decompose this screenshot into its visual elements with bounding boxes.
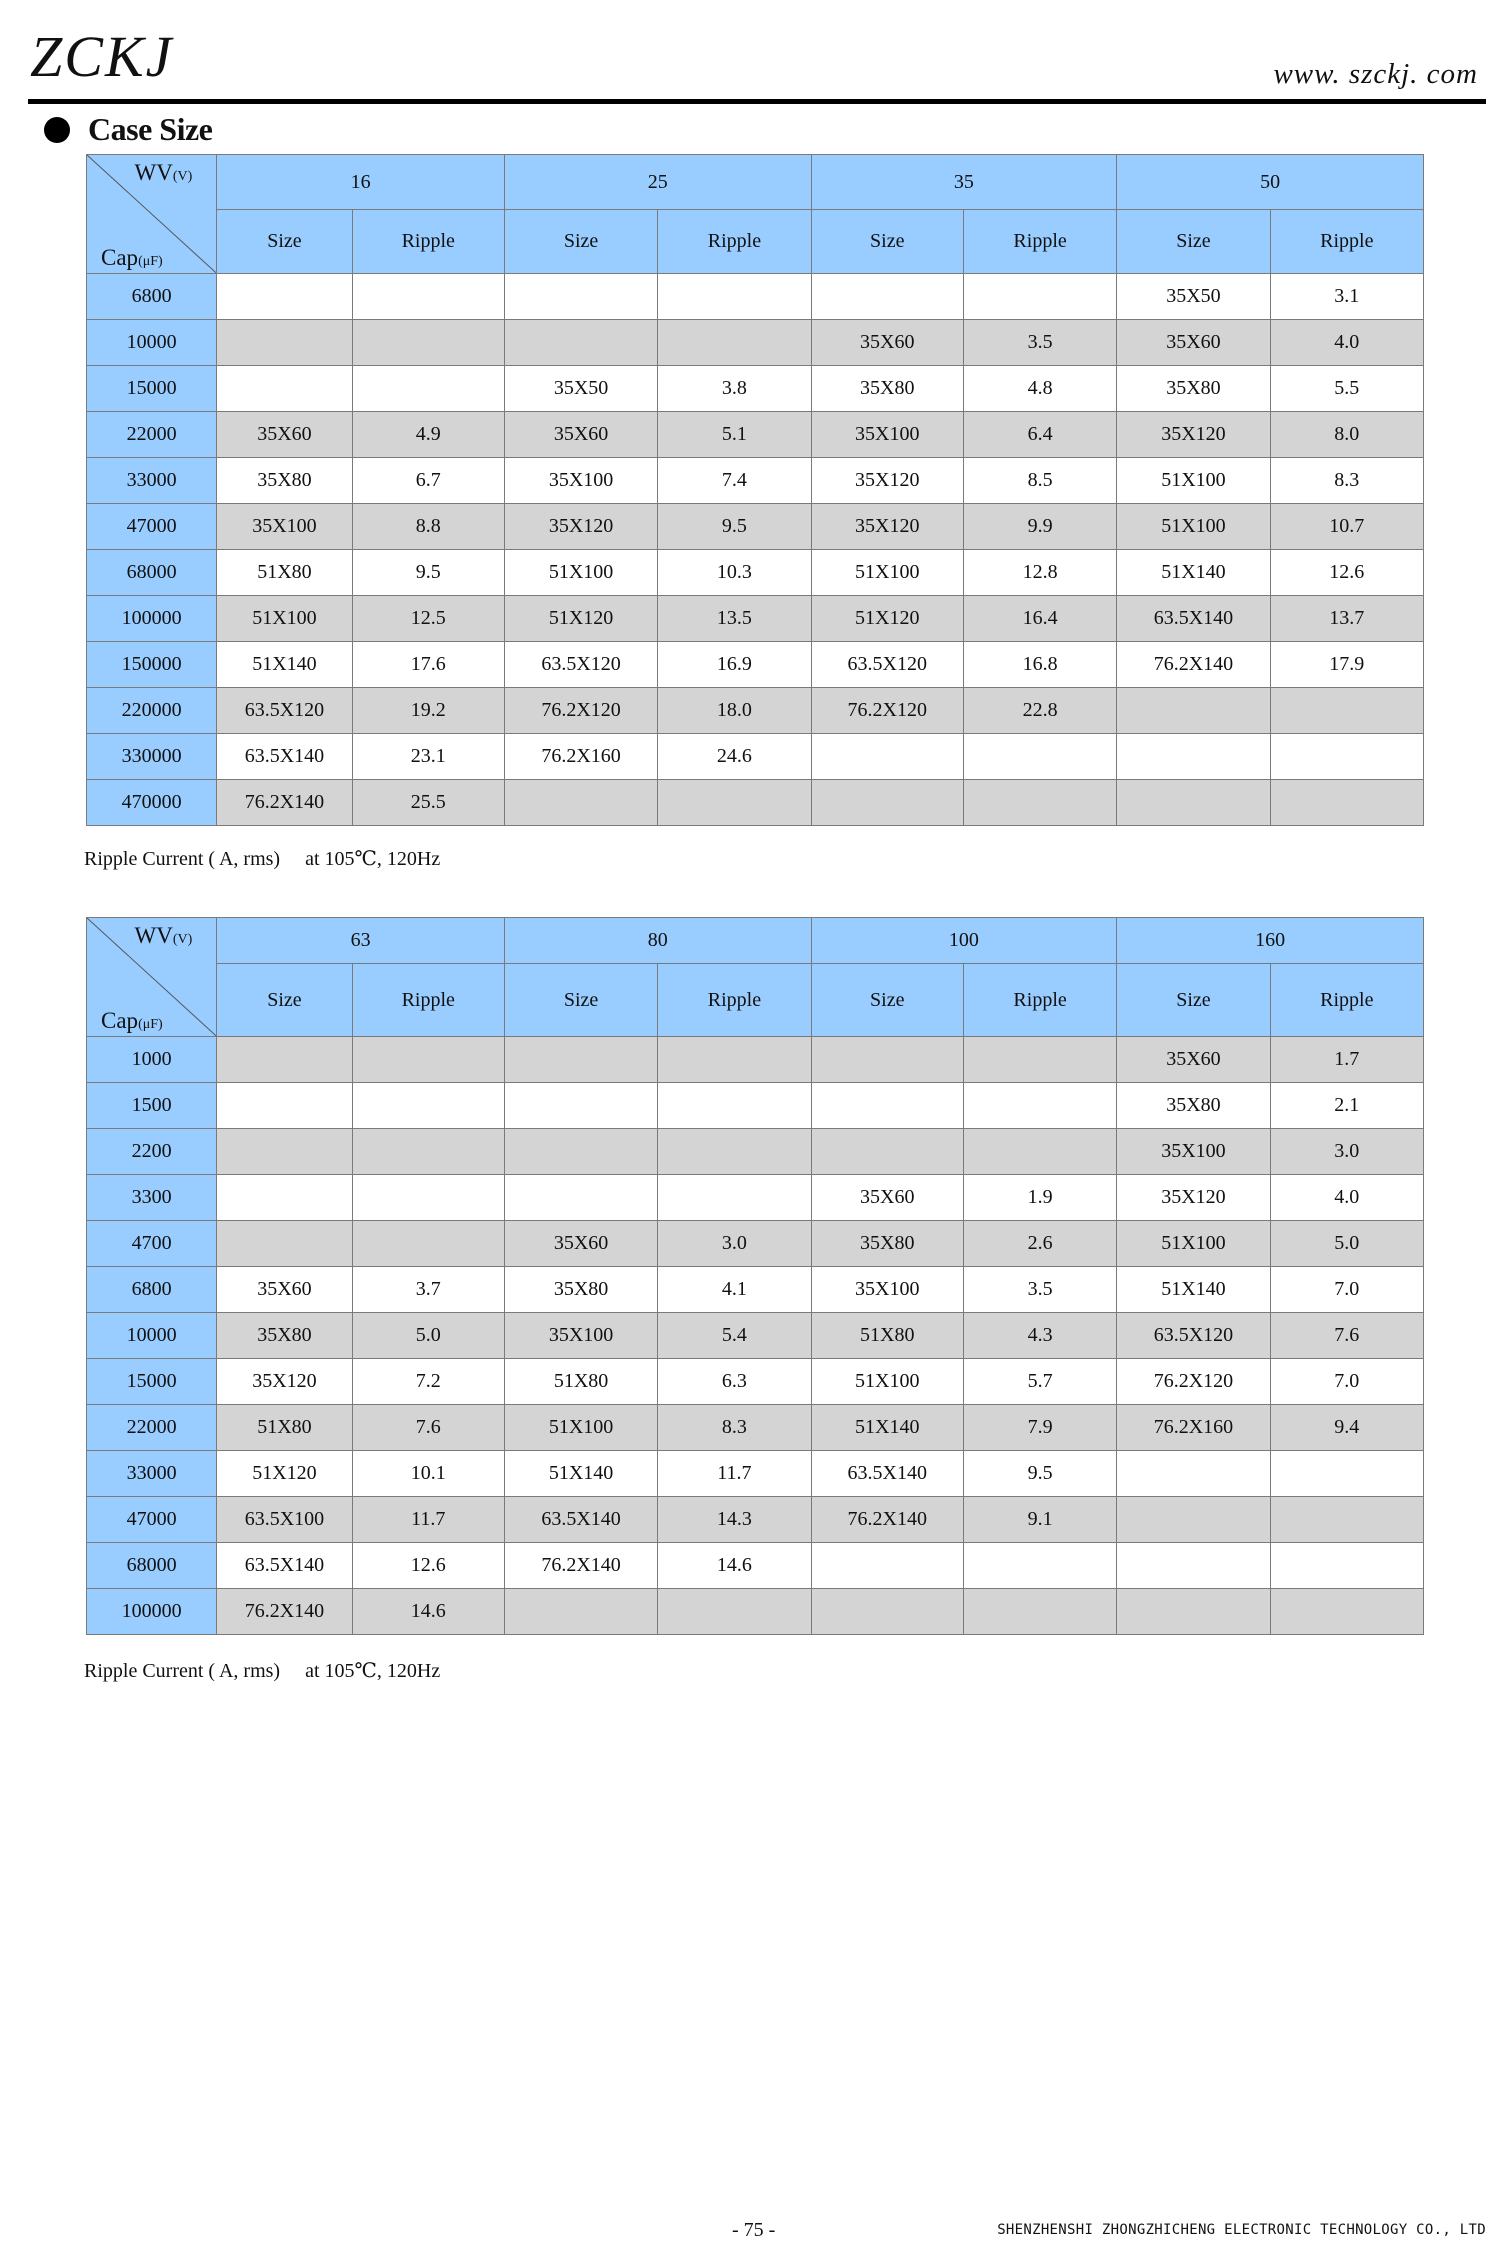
ripple-cell: [352, 366, 504, 412]
size-cell: 63.5X140: [1117, 596, 1270, 642]
ripple-cell: 9.5: [658, 504, 811, 550]
capacitance-cell: 68000: [87, 1543, 217, 1589]
size-cell: [217, 274, 352, 320]
ripple-cell: [352, 320, 504, 366]
ripple-column-header: Ripple: [1270, 964, 1423, 1037]
ripple-cell: 4.0: [1270, 320, 1423, 366]
ripple-cell: [963, 1037, 1116, 1083]
ripple-cell: 16.8: [963, 642, 1116, 688]
size-cell: 51X80: [217, 550, 352, 596]
table-row: [87, 1359, 1424, 1405]
table-row: [87, 458, 1424, 504]
ripple-column-header: Ripple: [963, 964, 1116, 1037]
voltage-header: 25: [504, 155, 811, 210]
size-cell: 51X100: [1117, 504, 1270, 550]
ripple-cell: 4.3: [963, 1313, 1116, 1359]
table-row: [87, 366, 1424, 412]
ripple-cell: 12.6: [1270, 550, 1423, 596]
voltage-header: 80: [504, 918, 811, 964]
table-row: [87, 1129, 1424, 1175]
ripple-cell: 19.2: [352, 688, 504, 734]
size-cell: 51X100: [1117, 458, 1270, 504]
ripple-cell: 2.1: [1270, 1083, 1423, 1129]
size-cell: [1117, 1497, 1270, 1543]
size-cell: 51X140: [811, 1405, 963, 1451]
ripple-cell: [1270, 1497, 1423, 1543]
capacitance-cell: 15000: [87, 366, 217, 412]
table-row: [87, 1451, 1424, 1497]
size-cell: 51X120: [504, 596, 657, 642]
size-cell: 76.2X120: [1117, 1359, 1270, 1405]
ripple-cell: 13.7: [1270, 596, 1423, 642]
size-cell: [504, 1037, 657, 1083]
ripple-cell: 17.6: [352, 642, 504, 688]
ripple-cell: 8.0: [1270, 412, 1423, 458]
ripple-column-header: Ripple: [352, 964, 504, 1037]
size-cell: 35X60: [811, 320, 963, 366]
ripple-cell: 12.6: [352, 1543, 504, 1589]
ripple-cell: [963, 1083, 1116, 1129]
ripple-cell: 22.8: [963, 688, 1116, 734]
capacitance-cell: 470000: [87, 780, 217, 826]
ripple-column-header: Ripple: [963, 210, 1116, 274]
size-cell: [504, 320, 657, 366]
voltage-header: 35: [811, 155, 1117, 210]
ripple-cell: 7.6: [1270, 1313, 1423, 1359]
size-cell: 51X140: [1117, 550, 1270, 596]
capacitance-cell: 33000: [87, 1451, 217, 1497]
section-heading: [44, 111, 212, 148]
size-cell: [811, 1589, 963, 1635]
voltage-header: 63: [217, 918, 505, 964]
size-cell: [504, 274, 657, 320]
table-row: [87, 1589, 1424, 1635]
capacitance-cell: 47000: [87, 1497, 217, 1543]
size-cell: 51X100: [1117, 1221, 1270, 1267]
size-cell: 35X80: [217, 1313, 352, 1359]
table-row: [87, 596, 1424, 642]
ripple-cell: 14.3: [658, 1497, 811, 1543]
ripple-cell: 10.3: [658, 550, 811, 596]
voltage-header: 50: [1117, 155, 1424, 210]
size-cell: [504, 1589, 657, 1635]
ripple-cell: 12.5: [352, 596, 504, 642]
ripple-cell: 12.8: [963, 550, 1116, 596]
size-cell: [811, 734, 963, 780]
ripple-cell: [1270, 1543, 1423, 1589]
ripple-cell: [963, 734, 1116, 780]
capacitance-cell: 68000: [87, 550, 217, 596]
size-cell: 35X80: [811, 366, 963, 412]
ripple-cell: [658, 1037, 811, 1083]
ripple-cell: 11.7: [352, 1497, 504, 1543]
size-cell: 51X100: [811, 1359, 963, 1405]
size-cell: 63.5X140: [217, 1543, 352, 1589]
ripple-cell: 7.2: [352, 1359, 504, 1405]
size-cell: 35X120: [811, 504, 963, 550]
size-cell: [1117, 688, 1270, 734]
size-cell: 51X120: [811, 596, 963, 642]
size-column-header: Size: [504, 964, 657, 1037]
ripple-cell: 4.9: [352, 412, 504, 458]
ripple-column-header: Ripple: [1270, 210, 1423, 274]
size-cell: [217, 1083, 352, 1129]
size-cell: 76.2X140: [1117, 642, 1270, 688]
company-name: SHENZHENSHI ZHONGZHICHENG ELECTRONIC TECHNOLOGY CO., LTD: [997, 2222, 1486, 2238]
ripple-column-header: Ripple: [352, 210, 504, 274]
size-cell: [217, 1129, 352, 1175]
size-cell: 35X60: [1117, 320, 1270, 366]
size-cell: 51X80: [504, 1359, 657, 1405]
size-cell: 63.5X120: [504, 642, 657, 688]
size-column-header: Size: [1117, 964, 1270, 1037]
ripple-cell: [1270, 688, 1423, 734]
wv-label: WV(V): [134, 923, 193, 948]
size-cell: 35X120: [811, 458, 963, 504]
ripple-cell: 7.6: [352, 1405, 504, 1451]
size-cell: 35X100: [811, 1267, 963, 1313]
ripple-cell: [658, 1083, 811, 1129]
voltage-header: 16: [217, 155, 505, 210]
ripple-cell: [1270, 780, 1423, 826]
size-cell: 63.5X140: [811, 1451, 963, 1497]
size-column-header: Size: [1117, 210, 1270, 274]
ripple-cell: 4.1: [658, 1267, 811, 1313]
table-row: [87, 780, 1424, 826]
ripple-cell: 1.9: [963, 1175, 1116, 1221]
table-row: [87, 550, 1424, 596]
company-logo: ZCKJ: [30, 24, 174, 89]
size-cell: 35X80: [504, 1267, 657, 1313]
size-cell: [217, 366, 352, 412]
ripple-cell: 17.9: [1270, 642, 1423, 688]
size-cell: 51X80: [811, 1313, 963, 1359]
ripple-cell: [658, 780, 811, 826]
ripple-cell: [963, 274, 1116, 320]
capacitance-cell: 100000: [87, 1589, 217, 1635]
size-cell: [811, 274, 963, 320]
website-url: www. szckj. com: [1273, 58, 1478, 90]
size-cell: [504, 1175, 657, 1221]
ripple-current-note: Ripple Current ( A, rms) at 105℃, 120Hz: [84, 1660, 441, 1682]
size-cell: 51X80: [217, 1405, 352, 1451]
ripple-cell: 14.6: [658, 1543, 811, 1589]
ripple-cell: 3.8: [658, 366, 811, 412]
size-cell: [1117, 734, 1270, 780]
size-cell: [504, 1129, 657, 1175]
ripple-cell: 1.7: [1270, 1037, 1423, 1083]
corner-header: [87, 155, 217, 274]
table-row: [87, 734, 1424, 780]
ripple-cell: 6.7: [352, 458, 504, 504]
ripple-cell: 18.0: [658, 688, 811, 734]
size-cell: 35X80: [811, 1221, 963, 1267]
size-cell: [811, 1083, 963, 1129]
case-size-table-1: [86, 154, 1424, 826]
size-cell: [217, 1175, 352, 1221]
size-cell: 35X120: [217, 1359, 352, 1405]
ripple-cell: 11.7: [658, 1451, 811, 1497]
table-row: [87, 1543, 1424, 1589]
ripple-cell: [963, 1543, 1116, 1589]
size-cell: 51X100: [504, 550, 657, 596]
ripple-cell: 9.5: [963, 1451, 1116, 1497]
size-cell: 51X100: [811, 550, 963, 596]
size-cell: [1117, 780, 1270, 826]
size-cell: [217, 1221, 352, 1267]
size-cell: [217, 320, 352, 366]
ripple-cell: 4.8: [963, 366, 1116, 412]
ripple-cell: [658, 1175, 811, 1221]
cap-label: Cap(μF): [101, 1008, 163, 1033]
size-cell: 63.5X140: [217, 734, 352, 780]
voltage-header: 160: [1117, 918, 1424, 964]
ripple-cell: [658, 1589, 811, 1635]
table-row: [87, 1497, 1424, 1543]
ripple-cell: 7.4: [658, 458, 811, 504]
capacitance-cell: 47000: [87, 504, 217, 550]
size-cell: 35X60: [1117, 1037, 1270, 1083]
size-cell: 63.5X140: [504, 1497, 657, 1543]
size-cell: 35X100: [1117, 1129, 1270, 1175]
table-row: [87, 642, 1424, 688]
capacitance-cell: 150000: [87, 642, 217, 688]
ripple-column-header: Ripple: [658, 210, 811, 274]
table-row: [87, 1083, 1424, 1129]
ripple-cell: 13.5: [658, 596, 811, 642]
table-row: [87, 688, 1424, 734]
table-row: [87, 1221, 1424, 1267]
size-cell: 76.2X120: [811, 688, 963, 734]
case-size-table-2: [86, 917, 1424, 1635]
page-number: - 75 -: [732, 2219, 776, 2241]
size-cell: [811, 780, 963, 826]
ripple-cell: 23.1: [352, 734, 504, 780]
size-cell: 35X60: [504, 412, 657, 458]
ripple-column-header: Ripple: [658, 964, 811, 1037]
ripple-cell: 5.4: [658, 1313, 811, 1359]
capacitance-cell: 1000: [87, 1037, 217, 1083]
size-cell: 63.5X120: [811, 642, 963, 688]
ripple-cell: 3.5: [963, 320, 1116, 366]
capacitance-cell: 15000: [87, 1359, 217, 1405]
corner-header: [87, 918, 217, 1037]
size-cell: 35X100: [504, 458, 657, 504]
ripple-cell: 3.1: [1270, 274, 1423, 320]
ripple-cell: 3.5: [963, 1267, 1116, 1313]
ripple-cell: 8.8: [352, 504, 504, 550]
ripple-cell: [963, 1589, 1116, 1635]
ripple-cell: 14.6: [352, 1589, 504, 1635]
size-cell: 51X140: [217, 642, 352, 688]
table-row: [87, 274, 1424, 320]
size-cell: [1117, 1543, 1270, 1589]
ripple-cell: [658, 320, 811, 366]
ripple-cell: 3.0: [658, 1221, 811, 1267]
size-cell: 76.2X140: [217, 1589, 352, 1635]
ripple-cell: 3.0: [1270, 1129, 1423, 1175]
capacitance-cell: 6800: [87, 274, 217, 320]
size-cell: 35X120: [1117, 412, 1270, 458]
capacitance-cell: 22000: [87, 412, 217, 458]
voltage-header: 100: [811, 918, 1117, 964]
ripple-cell: 9.9: [963, 504, 1116, 550]
size-cell: 76.2X160: [1117, 1405, 1270, 1451]
size-cell: [217, 1037, 352, 1083]
ripple-cell: 7.9: [963, 1405, 1116, 1451]
size-column-header: Size: [811, 964, 963, 1037]
ripple-cell: [658, 274, 811, 320]
size-column-header: Size: [217, 964, 352, 1037]
size-cell: 35X60: [217, 412, 352, 458]
ripple-cell: 6.3: [658, 1359, 811, 1405]
capacitance-cell: 330000: [87, 734, 217, 780]
capacitance-cell: 4700: [87, 1221, 217, 1267]
ripple-cell: [963, 1129, 1116, 1175]
capacitance-cell: 6800: [87, 1267, 217, 1313]
capacitance-cell: 2200: [87, 1129, 217, 1175]
ripple-current-note: Ripple Current ( A, rms) at 105℃, 120Hz: [84, 848, 441, 870]
ripple-cell: [352, 1129, 504, 1175]
ripple-cell: 8.5: [963, 458, 1116, 504]
size-cell: 35X60: [217, 1267, 352, 1313]
size-cell: 35X80: [1117, 1083, 1270, 1129]
table-row: [87, 1267, 1424, 1313]
size-cell: 63.5X100: [217, 1497, 352, 1543]
size-cell: 35X100: [217, 504, 352, 550]
size-cell: [504, 1083, 657, 1129]
table-row: [87, 1405, 1424, 1451]
size-cell: 35X60: [811, 1175, 963, 1221]
ripple-cell: 16.4: [963, 596, 1116, 642]
size-column-header: Size: [217, 210, 352, 274]
section-title: Case Size: [88, 111, 213, 147]
ripple-cell: 7.0: [1270, 1267, 1423, 1313]
size-cell: 35X120: [504, 504, 657, 550]
ripple-cell: 9.5: [352, 550, 504, 596]
ripple-cell: 10.7: [1270, 504, 1423, 550]
ripple-cell: [1270, 734, 1423, 780]
size-cell: 35X100: [811, 412, 963, 458]
size-cell: 35X80: [217, 458, 352, 504]
ripple-cell: 3.7: [352, 1267, 504, 1313]
capacitance-cell: 33000: [87, 458, 217, 504]
capacitance-cell: 100000: [87, 596, 217, 642]
ripple-cell: 5.0: [352, 1313, 504, 1359]
size-cell: 76.2X120: [504, 688, 657, 734]
ripple-cell: 10.1: [352, 1451, 504, 1497]
size-cell: 76.2X140: [217, 780, 352, 826]
ripple-cell: 16.9: [658, 642, 811, 688]
size-cell: [1117, 1451, 1270, 1497]
ripple-cell: [352, 1175, 504, 1221]
ripple-cell: 5.7: [963, 1359, 1116, 1405]
cap-label: Cap(μF): [101, 245, 163, 270]
size-cell: 51X100: [217, 596, 352, 642]
capacitance-cell: 22000: [87, 1405, 217, 1451]
size-cell: 35X80: [1117, 366, 1270, 412]
ripple-cell: [352, 1037, 504, 1083]
wv-label: WV(V): [134, 160, 193, 185]
size-column-header: Size: [504, 210, 657, 274]
bullet-icon: [44, 117, 70, 143]
ripple-cell: 5.1: [658, 412, 811, 458]
table-row: [87, 412, 1424, 458]
capacitance-cell: 10000: [87, 1313, 217, 1359]
ripple-cell: 9.4: [1270, 1405, 1423, 1451]
size-cell: 51X140: [1117, 1267, 1270, 1313]
size-cell: 51X140: [504, 1451, 657, 1497]
capacitance-cell: 10000: [87, 320, 217, 366]
size-cell: [504, 780, 657, 826]
table-row: [87, 1037, 1424, 1083]
ripple-cell: [352, 1221, 504, 1267]
ripple-cell: 6.4: [963, 412, 1116, 458]
size-cell: [811, 1129, 963, 1175]
ripple-cell: [352, 1083, 504, 1129]
ripple-cell: [352, 274, 504, 320]
ripple-cell: 8.3: [658, 1405, 811, 1451]
size-cell: 51X120: [217, 1451, 352, 1497]
table-row: [87, 504, 1424, 550]
ripple-cell: [658, 1129, 811, 1175]
capacitance-cell: 3300: [87, 1175, 217, 1221]
ripple-cell: [1270, 1589, 1423, 1635]
size-cell: 35X120: [1117, 1175, 1270, 1221]
ripple-cell: 5.0: [1270, 1221, 1423, 1267]
size-cell: 35X60: [504, 1221, 657, 1267]
ripple-cell: 25.5: [352, 780, 504, 826]
size-cell: 51X100: [504, 1405, 657, 1451]
ripple-cell: [963, 780, 1116, 826]
ripple-cell: 8.3: [1270, 458, 1423, 504]
size-column-header: Size: [811, 210, 963, 274]
table-row: [87, 1175, 1424, 1221]
table-row: [87, 1313, 1424, 1359]
size-cell: 35X50: [504, 366, 657, 412]
ripple-cell: 7.0: [1270, 1359, 1423, 1405]
ripple-cell: [1270, 1451, 1423, 1497]
capacitance-cell: 1500: [87, 1083, 217, 1129]
size-cell: 63.5X120: [217, 688, 352, 734]
size-cell: [811, 1543, 963, 1589]
ripple-cell: 2.6: [963, 1221, 1116, 1267]
header-divider: [28, 99, 1486, 104]
size-cell: 35X50: [1117, 274, 1270, 320]
size-cell: 76.2X140: [811, 1497, 963, 1543]
ripple-cell: 24.6: [658, 734, 811, 780]
ripple-cell: 5.5: [1270, 366, 1423, 412]
size-cell: [1117, 1589, 1270, 1635]
table-row: [87, 320, 1424, 366]
size-cell: 76.2X140: [504, 1543, 657, 1589]
size-cell: 63.5X120: [1117, 1313, 1270, 1359]
ripple-cell: 9.1: [963, 1497, 1116, 1543]
size-cell: [811, 1037, 963, 1083]
size-cell: 35X100: [504, 1313, 657, 1359]
size-cell: 76.2X160: [504, 734, 657, 780]
capacitance-cell: 220000: [87, 688, 217, 734]
ripple-cell: 4.0: [1270, 1175, 1423, 1221]
